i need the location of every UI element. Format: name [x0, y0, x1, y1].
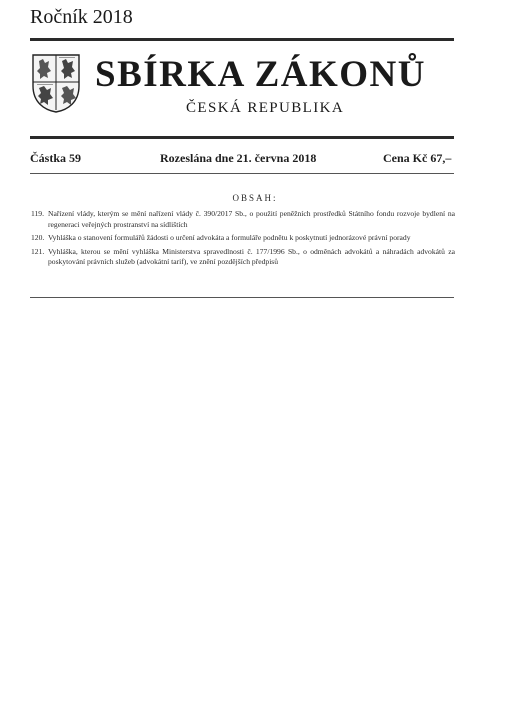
item-number: 119.	[31, 209, 45, 218]
meta-rule	[30, 173, 454, 174]
item-title: Vyhláška o stanovení formulářů žádosti o určení advokáta a formuláře podnětu k poskytnutí jednorázové právní porady	[48, 233, 411, 242]
list-item	[31, 209, 455, 230]
item-title: Nařízení vlády, kterým se mění nařízení vlády č. 390/2017 Sb., o použití peněžních prostředků Státního fondu rozvoje bydlení na regeneraci veřejných prostranství na sídlištích	[48, 209, 455, 229]
list-item	[31, 247, 455, 268]
gazette-title: SBÍRKA ZÁKONŮ	[95, 54, 426, 95]
contents-rule	[30, 297, 454, 298]
item-title: Vyhláška, kterou se mění vyhláška Ministerstva spravedlnosti č. 177/1996 Sb., o odměnách advokátů a náhradách advokátů za poskytování právních služeb (advokátní tarif), ve znění pozdějších předpisů	[48, 246, 455, 266]
issue-number: Částka 59	[30, 151, 82, 165]
issue-price: Cena Kč 67,–	[383, 151, 452, 165]
list-item	[31, 233, 455, 244]
gazette-subtitle: ČESKÁ REPUBLIKA	[186, 100, 345, 116]
publication-date: Rozeslána dne 21. června 2018	[160, 151, 317, 165]
contents-heading: OBSAH:	[232, 193, 278, 203]
coat-of-arms-icon	[30, 52, 82, 114]
item-number: 120.	[31, 233, 45, 242]
top-rule	[30, 38, 454, 41]
volume-label: Ročník 2018	[30, 6, 133, 28]
item-number: 121.	[31, 246, 45, 256]
header-rule	[30, 136, 454, 139]
table-of-contents	[31, 209, 455, 271]
